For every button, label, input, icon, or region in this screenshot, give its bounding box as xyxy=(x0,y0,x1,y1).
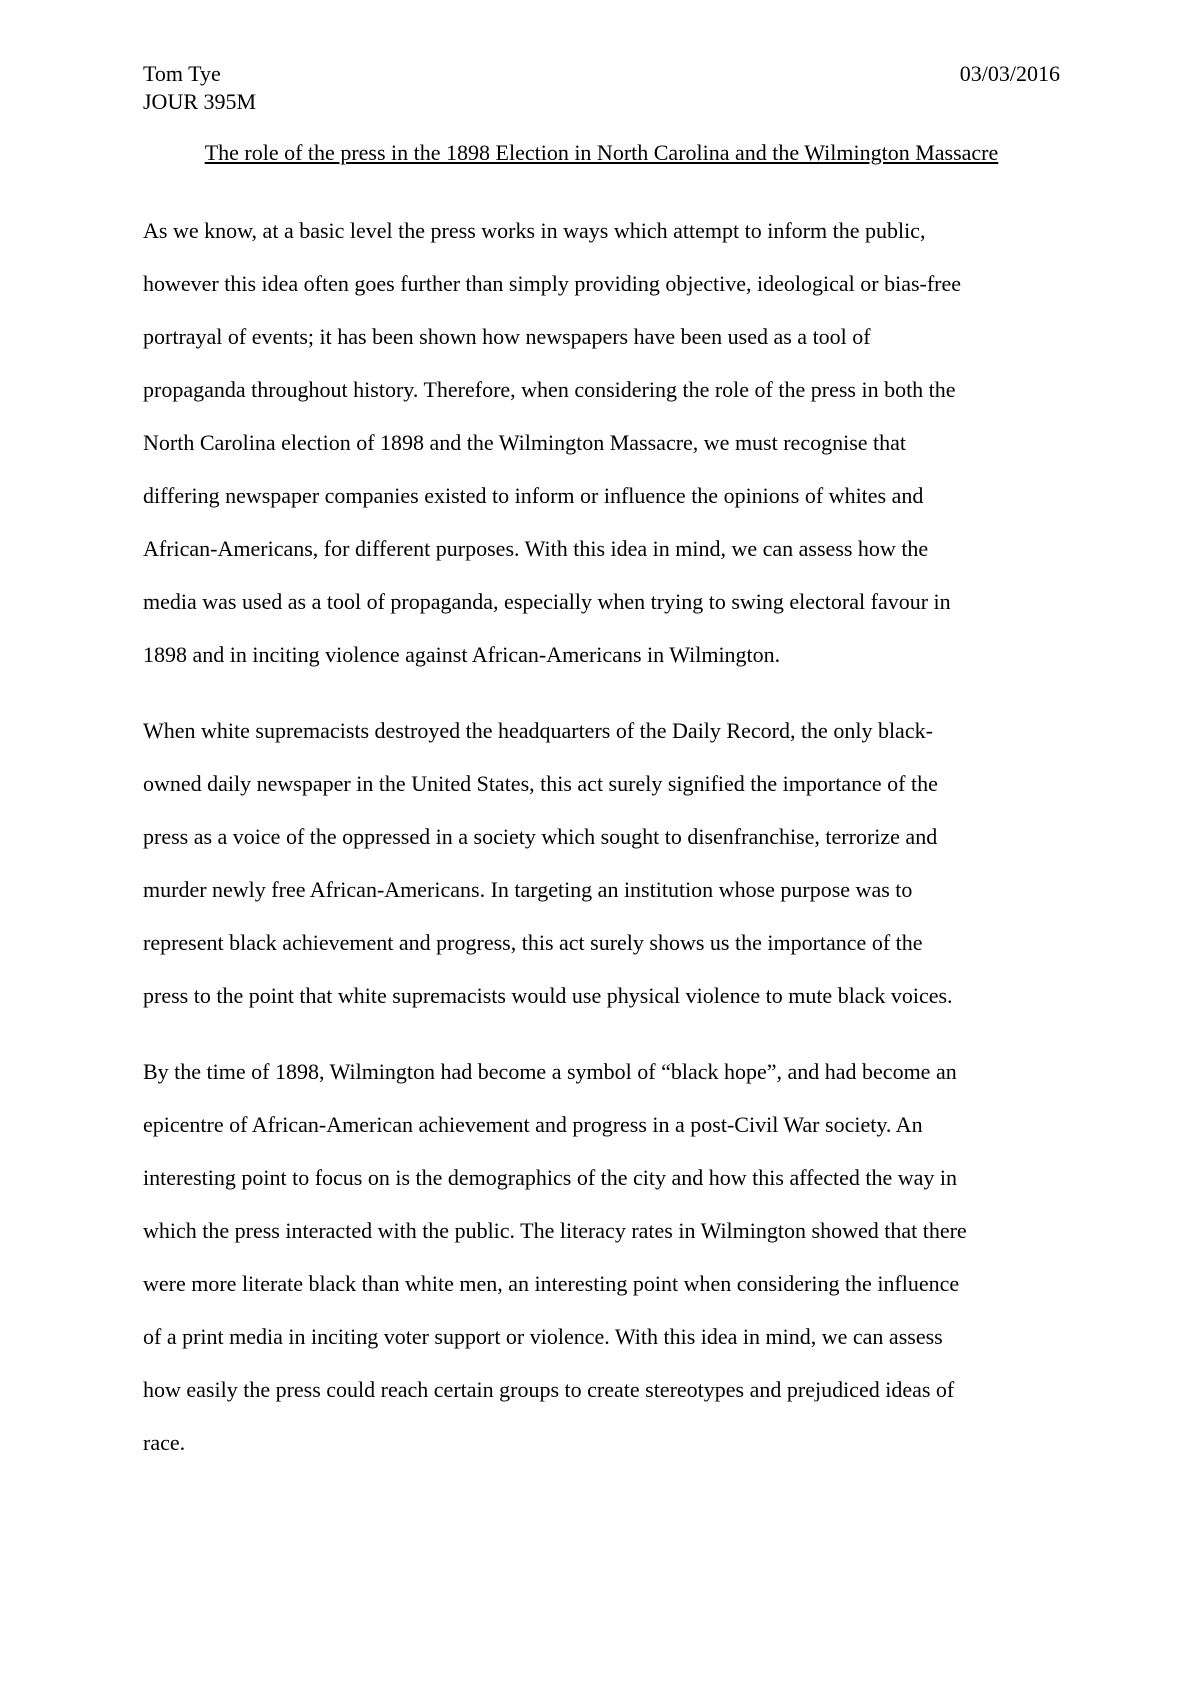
text-line: press to the point that white supremacists would use physical violence to mute black voices. xyxy=(143,983,953,1008)
text-line: murder newly free African-Americans. In targeting an institution whose purpose was to xyxy=(143,877,913,902)
text-line: represent black achievement and progress, this act surely shows us the importance of the xyxy=(143,930,923,955)
essay-paragraph xyxy=(143,204,1060,681)
essay-body xyxy=(143,204,1060,1469)
text-line: however this idea often goes further than simply providing objective, ideological or bias-free xyxy=(143,271,962,296)
document-date: 03/03/2016 xyxy=(959,61,1060,86)
text-line: race. xyxy=(143,1430,186,1455)
text-line: press as a voice of the oppressed in a society which sought to disenfranchise, terrorize and xyxy=(143,824,938,849)
text-line: 1898 and in inciting violence against African-Americans in Wilmington. xyxy=(143,642,781,667)
header-row-top xyxy=(143,60,1060,88)
header-row-course xyxy=(143,88,1060,116)
author-name: Tom Tye xyxy=(143,61,221,86)
document-header xyxy=(143,60,1060,116)
text-line: propaganda throughout history. Therefore, when considering the role of the press in both the xyxy=(143,377,956,402)
essay-paragraph xyxy=(143,704,1060,1022)
text-line: North Carolina election of 1898 and the Wilmington Massacre, we must recognise that xyxy=(143,430,907,455)
essay-title: The role of the press in the 1898 Election in North Carolina and the Wilmington Massacre xyxy=(204,140,999,165)
text-line: of a print media in inciting voter support or violence. With this idea in mind, we can assess xyxy=(143,1324,943,1349)
text-line: which the press interacted with the public. The literacy rates in Wilmington showed that there xyxy=(143,1218,967,1243)
text-line: media was used as a tool of propaganda, especially when trying to swing electoral favour in xyxy=(143,589,951,614)
text-line: differing newspaper companies existed to inform or influence the opinions of whites and xyxy=(143,483,924,508)
text-line: African-Americans, for different purposes. With this idea in mind, we can assess how the xyxy=(143,536,929,561)
course-code: JOUR 395M xyxy=(143,89,257,114)
text-line: By the time of 1898, Wilmington had become a symbol of “black hope”, and had become an xyxy=(143,1059,957,1084)
text-line: As we know, at a basic level the press works in ways which attempt to inform the public, xyxy=(143,218,926,243)
text-line: owned daily newspaper in the United States, this act surely signified the importance of the xyxy=(143,771,938,796)
text-line: epicentre of African-American achievement and progress in a post-Civil War society. An xyxy=(143,1112,923,1137)
essay-paragraph xyxy=(143,1045,1060,1469)
text-line: interesting point to focus on is the demographics of the city and how this affected the way in xyxy=(143,1165,958,1190)
text-line: were more literate black than white men, an interesting point when considering the influence xyxy=(143,1271,960,1296)
text-line: When white supremacists destroyed the headquarters of the Daily Record, the only black- xyxy=(143,718,933,743)
text-line: portrayal of events; it has been shown how newspapers have been used as a tool of xyxy=(143,324,871,349)
text-line: how easily the press could reach certain groups to create stereotypes and prejudiced ideas of xyxy=(143,1377,955,1402)
